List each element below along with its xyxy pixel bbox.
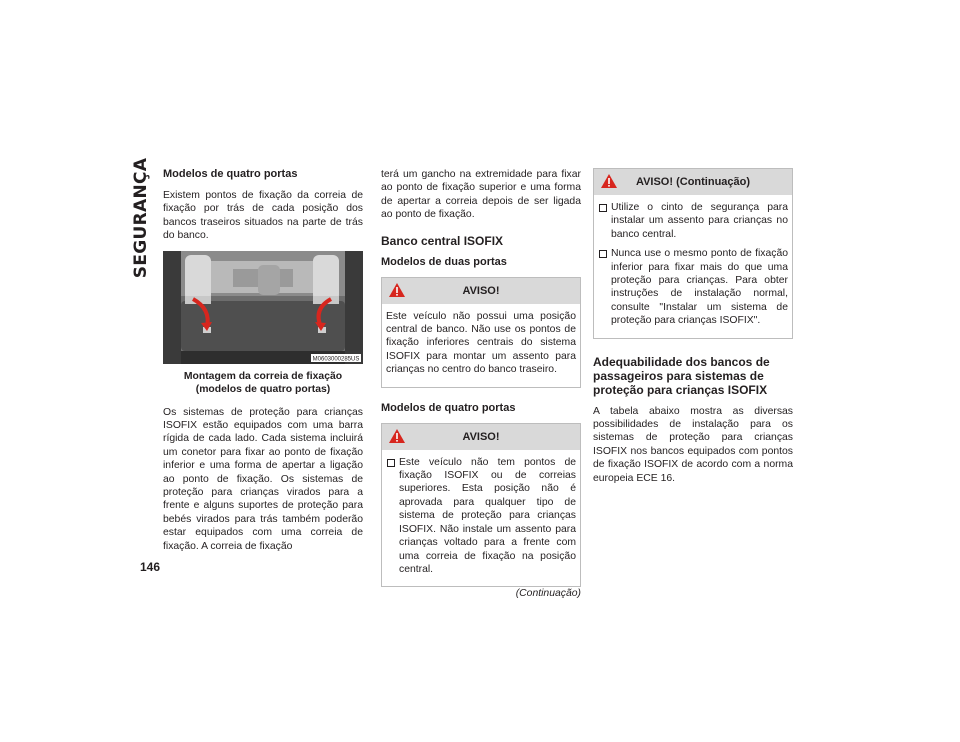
paragraph-tether-points: Existem pontos de fixação da correia de fixação por trás de cada posição dos bancos traseiros situados na parte de trás do banco. bbox=[163, 190, 363, 242]
warning-box-four-door bbox=[381, 423, 581, 588]
warning-title: AVISO! bbox=[462, 284, 500, 297]
continued-note: (Continuação) bbox=[515, 588, 581, 600]
column-3 bbox=[593, 168, 793, 493]
warning-triangle-icon bbox=[388, 428, 406, 444]
warning-body bbox=[382, 304, 580, 387]
figure-rear-seat-photo bbox=[163, 251, 363, 364]
warning-header bbox=[382, 424, 580, 450]
warning-item-text: Nunca use o mesmo ponto de fixação inferior para fixar mais do que uma proteção para crianças. Para obter instruções de instalação normal, consulte "Instalar um sistema de proteção para crianças ISOFIX". bbox=[611, 248, 788, 327]
checkbox-square-icon bbox=[599, 250, 607, 258]
section-tab bbox=[126, 157, 156, 278]
heading-four-door: Modelos de quatro portas bbox=[163, 168, 298, 180]
heading-four-door-2: Modelos de quatro portas bbox=[381, 401, 516, 414]
warning-body bbox=[594, 195, 792, 338]
page-number: 146 bbox=[140, 560, 161, 574]
image-code: M0603000285US bbox=[312, 356, 360, 363]
warning-list-item bbox=[386, 456, 576, 577]
section-tab-text: SEGURANÇA bbox=[131, 157, 151, 278]
column-2 bbox=[381, 168, 581, 599]
paragraph-isofix-systems: Os sistemas de proteção para crianças ISOFIX estão equipados com uma barra rígida de cada lado. Cada sistema incluirá um conetor para fixar ao ponto de fixação inferior e uma forma de apertar a ligação ao ponto de fixação. Os sistemas de proteção para crianças virados para a frente e alguns suportes de proteção para bebés virados para trás também poderão estar equipados com uma correia de fixação. A correia de fixação bbox=[163, 406, 363, 552]
warning-triangle-icon bbox=[600, 173, 618, 189]
paragraph-table-intro: A tabela abaixo mostra as diversas possibilidades de instalação para os sistemas de proteção para crianças ISOFIX nos bancos equipados com pontos de fixação ISOFIX de acordo com a norma europeia ECE 16. bbox=[593, 405, 793, 484]
warning-title: AVISO! (Continuação) bbox=[635, 176, 751, 188]
warning-header bbox=[594, 169, 792, 195]
warning-text: Este veículo não possui uma posição central de banco. Não use os pontos de fixação inferiores centrais do sistema ISOFIX para montar um assento para crianças no centro do banco traseiro. bbox=[386, 310, 576, 376]
warning-box-two-door bbox=[381, 277, 581, 388]
warning-item-text: Este veículo não tem pontos de fixação ISOFIX ou de correias superiores. Esta posição não é aprovada para qualquer tipo de sistema de proteção para crianças ISOFIX. Não instale um assento para crianças voltado para a frente com uma correia de fixação na posição central. bbox=[399, 456, 576, 575]
figure-caption: Montagem da correia de fixação (modelos de quatro portas) bbox=[183, 370, 343, 395]
warning-triangle-icon bbox=[388, 282, 406, 298]
warning-title: AVISO! bbox=[462, 430, 500, 443]
paragraph-tether-hook: terá um gancho na extremidade para fixar ao ponto de fixação superior e uma forma de apertar a correia depois de ser ligada ao ponto de fixação. bbox=[381, 169, 581, 221]
heading-two-door: Modelos de duas portas bbox=[381, 255, 507, 268]
warning-list-item bbox=[598, 201, 788, 241]
warning-item-text: Utilize o cinto de segurança para instalar um assento para crianças no banco central. bbox=[611, 202, 788, 240]
warning-box-continued bbox=[593, 168, 793, 339]
warning-list-item bbox=[598, 247, 788, 327]
heading-center-isofix: Banco central ISOFIX bbox=[381, 233, 504, 248]
warning-header bbox=[382, 278, 580, 304]
warning-body bbox=[382, 450, 580, 587]
checkbox-square-icon bbox=[387, 459, 395, 467]
column-1 bbox=[163, 168, 363, 561]
checkbox-square-icon bbox=[599, 204, 607, 212]
heading-seat-suitability: Adequabilidade dos bancos de passageiros para sistemas de proteção para crianças ISOFIX bbox=[593, 354, 770, 397]
